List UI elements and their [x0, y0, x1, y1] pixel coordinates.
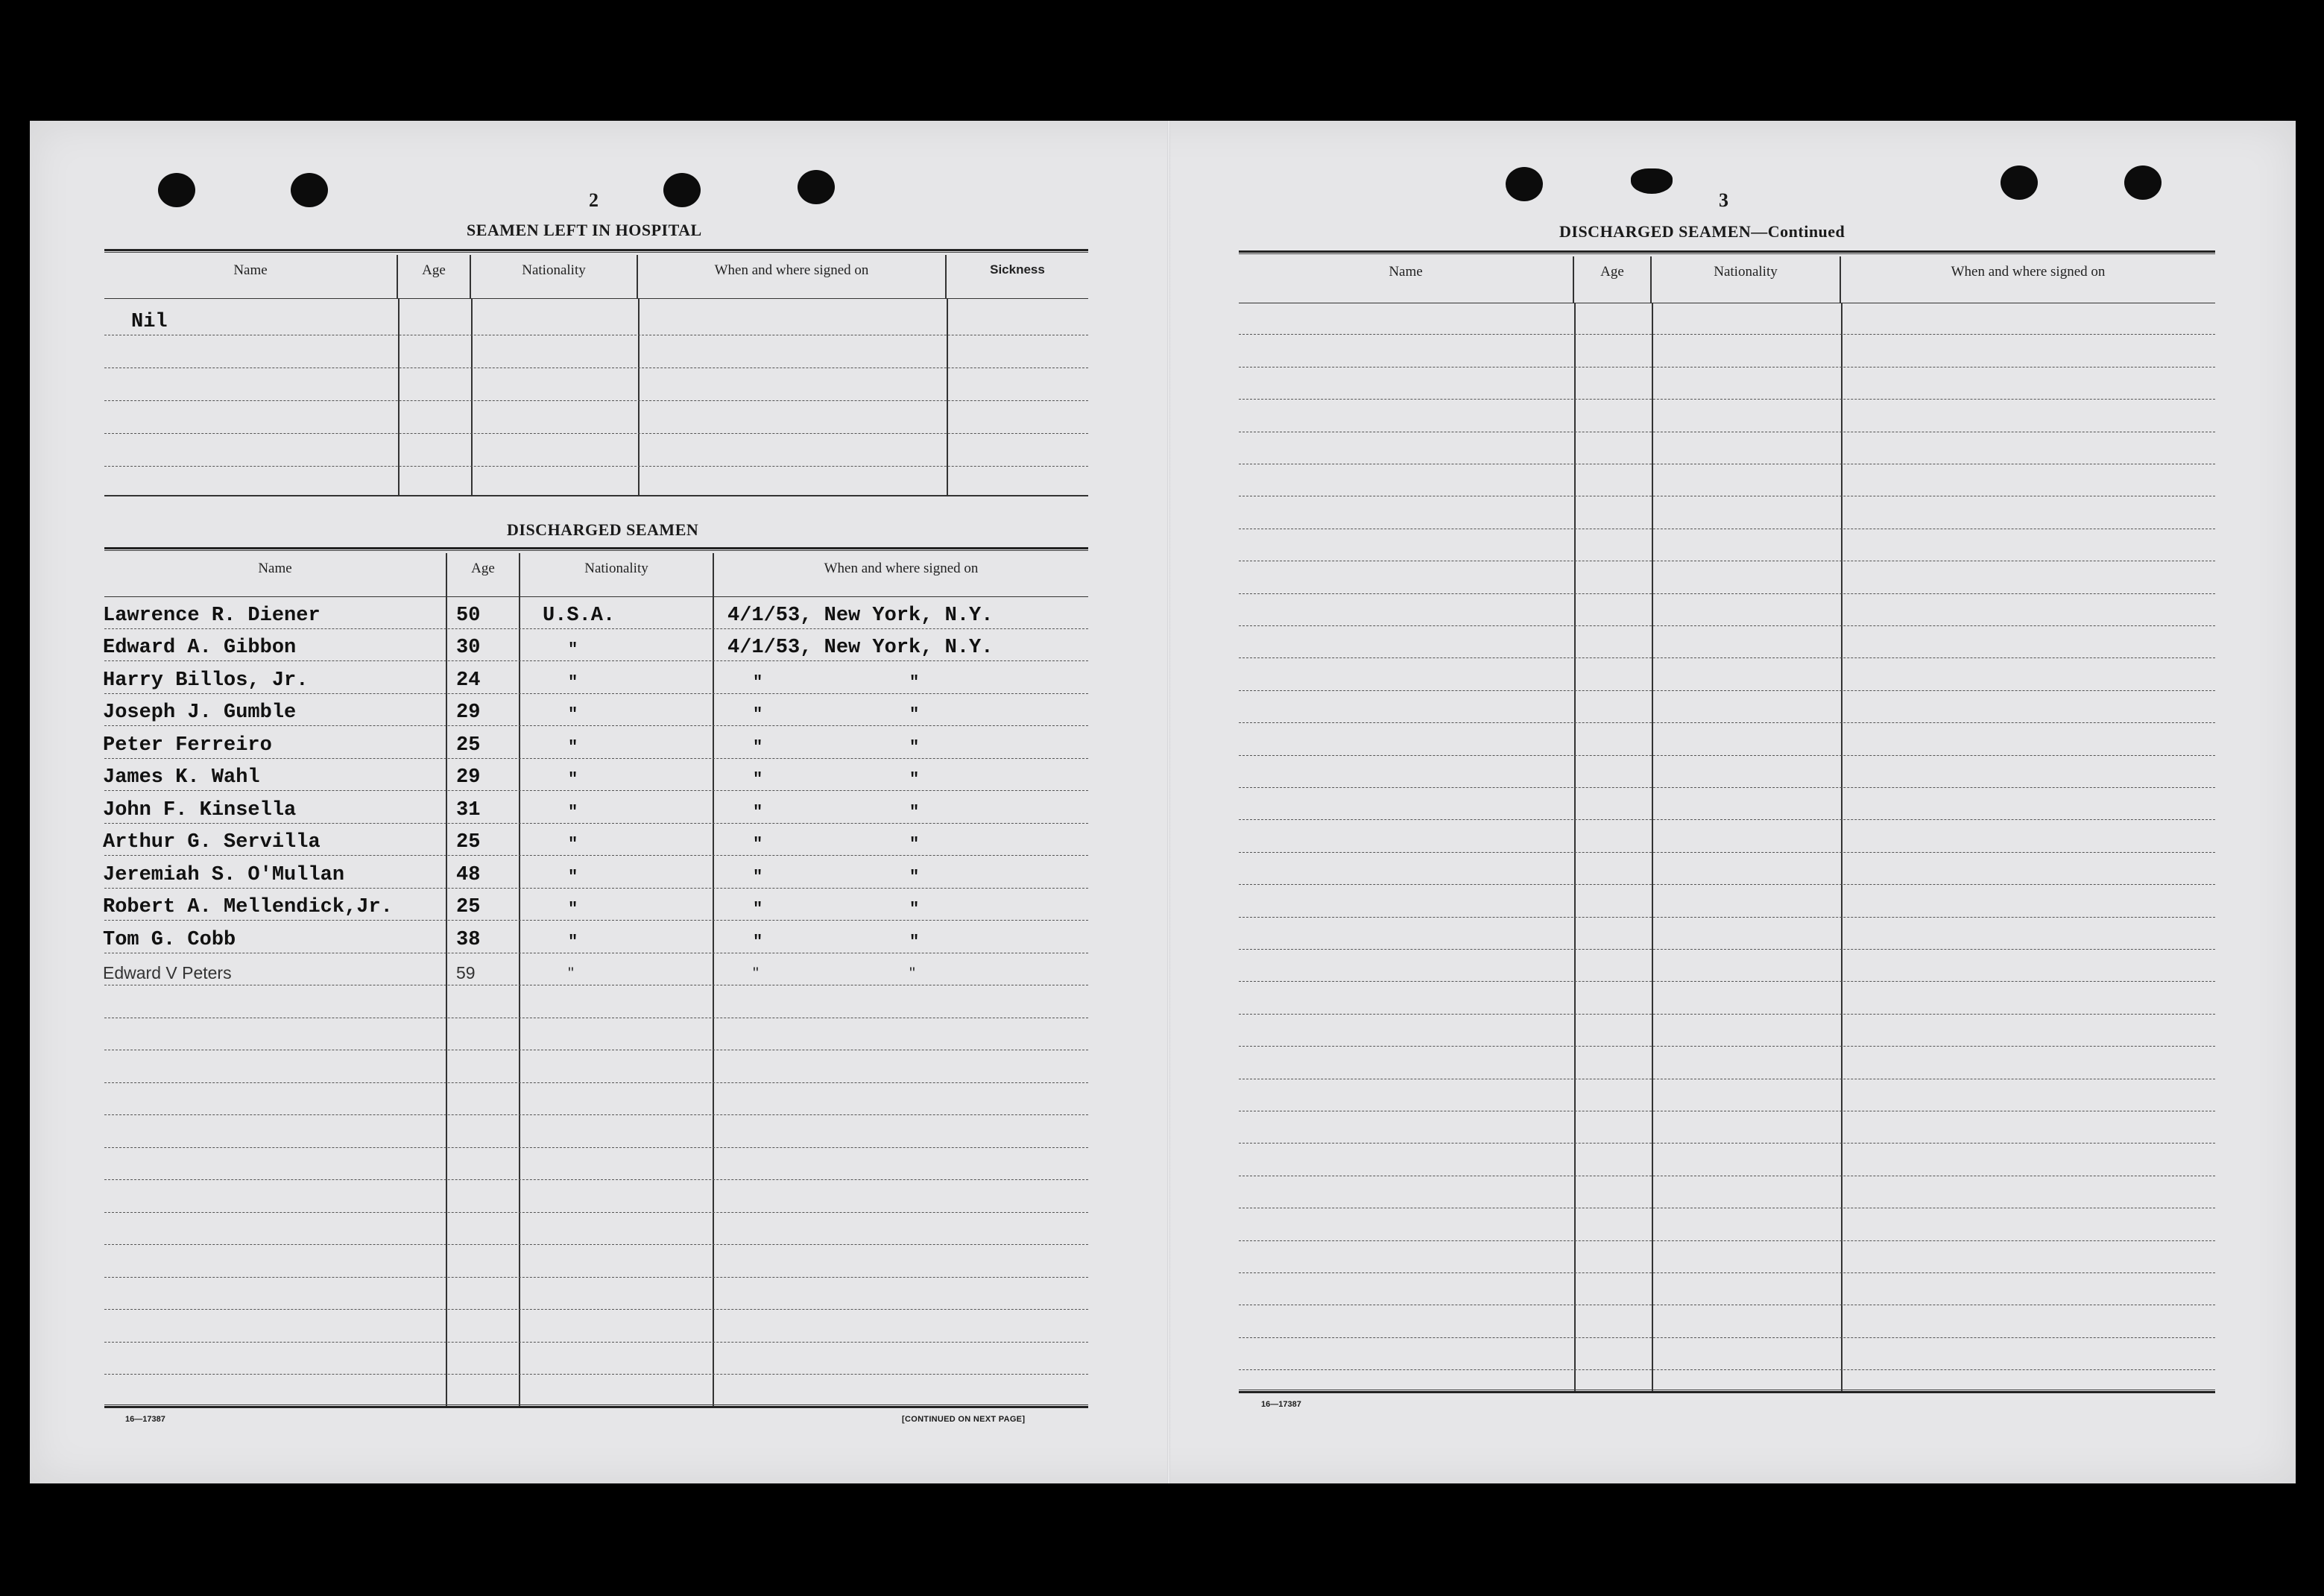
table-body [104, 298, 1088, 496]
punch-hole [663, 173, 701, 207]
table-row [104, 661, 1088, 694]
table-row [104, 1083, 1088, 1116]
table-bottom-rule [104, 1404, 1088, 1408]
hospital-table [104, 249, 1088, 502]
table-row [104, 1018, 1088, 1051]
table-row [104, 298, 1088, 335]
hospital-section-title: SEAMEN LEFT IN HOSPITAL [467, 221, 702, 239]
right-section-title: DISCHARGED SEAMEN—Continued [1559, 222, 1845, 241]
header-signed-on: When and where signed on [638, 255, 947, 298]
table-row [1239, 626, 2215, 658]
header-age: Age [1574, 256, 1652, 303]
header-nationality: Nationality [520, 553, 714, 596]
table-row [104, 1050, 1088, 1083]
table-row [104, 401, 1088, 434]
table-top-rule [1239, 250, 2215, 254]
cell-nationality: U.S.A. [543, 604, 616, 627]
table-row [1239, 1208, 2215, 1240]
cell-nationality: " [568, 672, 578, 692]
header-sickness: Sickness [990, 262, 1045, 277]
cell-name: Jeremiah S. O'Mullan [103, 863, 345, 886]
cell-signed-place: " [909, 705, 920, 724]
table-row [104, 596, 1088, 629]
cell-name: Robert A. Mellendick,Jr. [103, 896, 393, 918]
table-row [1239, 432, 2215, 464]
cell-signed-place: " [909, 672, 920, 692]
header-signed-on: When and where signed on [824, 561, 979, 576]
cell-name: Arthur G. Servilla [103, 831, 321, 854]
table-row [1239, 723, 2215, 755]
discharged-continued-table [1239, 250, 2215, 1397]
table-row [1239, 1241, 2215, 1273]
table-body [104, 596, 1088, 1407]
header-age: Age [398, 255, 471, 298]
table-row [104, 953, 1088, 986]
cell-signed-date: " [753, 835, 763, 854]
punch-hole [798, 170, 835, 204]
cell-age: 50 [456, 604, 481, 627]
cell-signed-date: " [753, 867, 763, 886]
cell-signed-date: " [753, 672, 763, 692]
table-row [104, 467, 1088, 496]
table-row [104, 1343, 1088, 1375]
table-row [1239, 885, 2215, 917]
page-fold [1167, 121, 1170, 1483]
page-number-right: 3 [1719, 189, 1728, 211]
table-header [104, 255, 1088, 299]
punch-hole [1631, 168, 1673, 194]
cell-name: Edward A. Gibbon [103, 637, 297, 659]
cell-name: Harry Billos, Jr. [103, 669, 309, 692]
cell-nationality: " [568, 737, 578, 757]
table-row [104, 335, 1088, 368]
cell-name: Edward V Peters [103, 963, 232, 982]
cell-nationality: " [568, 867, 578, 886]
cell-signed-on: 4/1/53, New York, N.Y. [727, 604, 994, 627]
table-top-rule [104, 249, 1088, 253]
cell-age: 31 [456, 798, 481, 821]
cell-signed-date: " [753, 737, 763, 757]
cell-name: James K. Wahl [103, 766, 260, 789]
table-row [1239, 1015, 2215, 1047]
table-row [1239, 1305, 2215, 1337]
table-row [104, 921, 1088, 953]
table-bottom-rule [1239, 1390, 2215, 1393]
table-row [104, 1375, 1088, 1407]
cell-name: Joseph J. Gumble [103, 701, 297, 724]
cell-signed-place: " [909, 900, 920, 918]
cell-name: Nil [131, 311, 168, 333]
table-row [104, 985, 1088, 1018]
header-age: Age [447, 553, 520, 596]
table-row [1239, 400, 2215, 432]
cell-age: 29 [456, 766, 481, 789]
table-row [104, 759, 1088, 792]
cell-age: 29 [456, 701, 481, 724]
table-header [1239, 256, 2215, 303]
cell-nationality: " [568, 802, 578, 821]
cell-signed-date: " [753, 770, 763, 789]
cell-name: Tom G. Cobb [103, 928, 236, 951]
cell-signed-place: " [909, 770, 920, 789]
table-row [104, 1148, 1088, 1181]
cell-age: 30 [456, 637, 481, 659]
cell-signed-date: " [753, 802, 763, 821]
table-row [1239, 464, 2215, 496]
header-name: Name [1239, 256, 1574, 303]
table-row [1239, 1144, 2215, 1176]
punch-hole [291, 173, 328, 207]
cell-age: 25 [456, 896, 481, 918]
cell-age: 38 [456, 928, 481, 951]
table-row [104, 1245, 1088, 1278]
punch-hole [2001, 165, 2038, 200]
table-header [104, 553, 1088, 597]
cell-signed-date: " [753, 964, 759, 982]
header-nationality: Nationality [471, 255, 638, 298]
table-row [1239, 950, 2215, 982]
table-row [104, 889, 1088, 921]
cell-signed-date: " [753, 705, 763, 724]
table-row [1239, 1079, 2215, 1111]
cell-nationality: " [568, 640, 578, 659]
table-row [104, 856, 1088, 889]
cell-signed-date: " [753, 932, 763, 951]
table-row [104, 726, 1088, 759]
cell-nationality: " [568, 770, 578, 789]
table-row [104, 1278, 1088, 1310]
discharged-table [104, 547, 1088, 1412]
table-row [1239, 1111, 2215, 1144]
cell-signed-place: " [909, 867, 920, 886]
cell-age: 59 [456, 963, 476, 982]
table-row [1239, 1176, 2215, 1208]
table-row [1239, 1338, 2215, 1370]
table-row [1239, 853, 2215, 885]
cell-nationality: " [568, 835, 578, 854]
table-row [104, 1310, 1088, 1343]
table-row [1239, 496, 2215, 529]
table-top-rule [104, 547, 1088, 551]
cell-nationality: " [568, 705, 578, 724]
table-row [1239, 1273, 2215, 1305]
cell-signed-place: " [909, 835, 920, 854]
table-row [1239, 1047, 2215, 1079]
form-number-right: 16—17387 [1261, 1400, 1301, 1409]
header-nationality: Nationality [1652, 256, 1841, 303]
table-row [1239, 820, 2215, 852]
table-row [104, 629, 1088, 662]
cell-signed-place: " [909, 802, 920, 821]
cell-signed-on: 4/1/53, New York, N.Y. [727, 637, 994, 659]
table-row [1239, 691, 2215, 723]
cell-age: 25 [456, 734, 481, 757]
table-row [1239, 368, 2215, 400]
cell-age: 48 [456, 863, 481, 886]
table-body [1239, 303, 2215, 1391]
header-signed-on: When and where signed on [1951, 264, 2106, 280]
cell-name: Peter Ferreiro [103, 734, 272, 757]
punch-hole [1506, 167, 1543, 201]
table-row [104, 791, 1088, 824]
cell-signed-place: " [909, 932, 920, 951]
table-row [1239, 335, 2215, 367]
table-row [1239, 594, 2215, 626]
table-row [104, 368, 1088, 401]
table-row [104, 434, 1088, 467]
table-row [1239, 561, 2215, 593]
header-name: Name [104, 255, 398, 298]
cell-signed-place: " [909, 737, 920, 757]
form-number-left: 16—17387 [125, 1415, 165, 1424]
punch-hole [158, 173, 195, 207]
cell-age: 24 [456, 669, 481, 692]
punch-hole [2124, 165, 2162, 200]
cell-name: John F. Kinsella [103, 798, 297, 821]
cell-signed-place: " [909, 964, 915, 982]
discharged-section-title: DISCHARGED SEAMEN [507, 520, 699, 539]
header-name: Name [104, 553, 447, 596]
table-row [104, 1213, 1088, 1246]
continued-note: [CONTINUED ON NEXT PAGE] [902, 1415, 1026, 1424]
table-row [104, 824, 1088, 857]
table-row [1239, 303, 2215, 335]
table-row [1239, 918, 2215, 950]
table-row [1239, 529, 2215, 561]
cell-signed-date: " [753, 900, 763, 918]
table-row [1239, 788, 2215, 820]
page-number-left: 2 [589, 189, 599, 211]
table-row [1239, 982, 2215, 1014]
cell-nationality: " [568, 932, 578, 951]
table-row [104, 694, 1088, 727]
cell-nationality: " [568, 964, 574, 982]
cell-age: 25 [456, 831, 481, 854]
cell-name: Lawrence R. Diener [103, 604, 321, 627]
table-row [104, 1115, 1088, 1148]
table-row [104, 1180, 1088, 1213]
table-row [1239, 756, 2215, 788]
cell-nationality: " [568, 900, 578, 918]
table-row [1239, 658, 2215, 690]
